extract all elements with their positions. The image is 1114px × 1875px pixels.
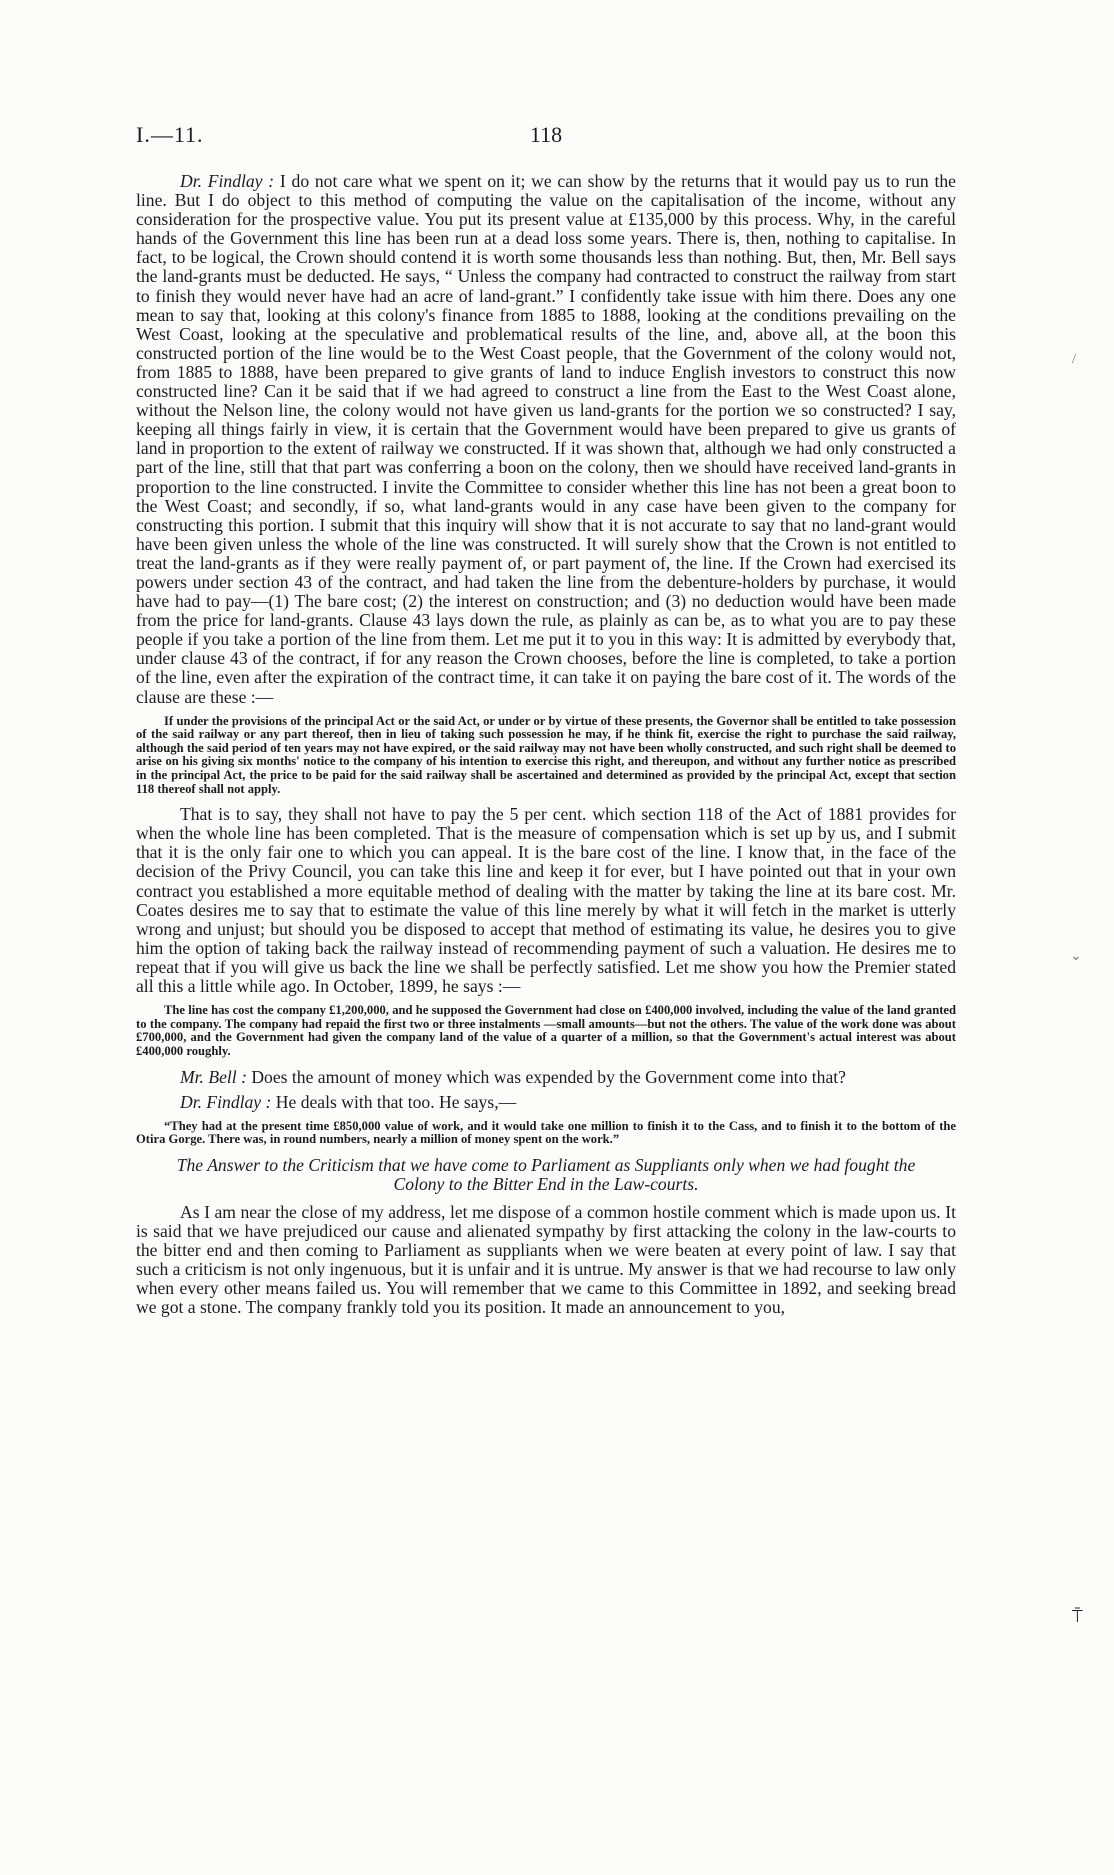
quote-premier-statement: The line has cost the company £1,200,000, and he supposed the Government had close on £400,000 involved, including the value of the land granted to the company. The company had repaid the first two or three instalments —small amounts—but not the others. The value of the work done was about £700,000, and the Government had given the company land of the value of a quarter of a million, so that the Government's actual interest was about £400,000 roughly.	[136, 1003, 956, 1058]
quote-work-value: “They had at the present time £850,000 value of work, and it would take one million to finish it to the Cass, and to finish it to the bottom of the Otira Gorge. There was, in round numbers, nearly a million of money spent on the work.”	[136, 1118, 956, 1147]
paragraph-text: I do not care what we spent on it; we can show by the returns that it would pay us to run the line. But I do object to this method of computing the value on the capitalisation of the income, without any consideration for the prospective value. You put its present value at £135,000 by this process. Why, in the careful hands of the Government this line has been run at a dead loss some years. There is, then, nothing to capitalise. In fact, to be logical, the Crown should contend it is worth some thousands less than nothing. But, then, Mr. Bell says the land-grants must be deducted. He says, “ Unless the company had contracted to construct the railway from start to finish they would never have had an acre of land-grant.” I confidently take issue with him there. Does any one mean to say that, looking at this colony's finance from 1885 to 1888, looking at the conditions prevailing on the West Coast, looking at the speculative and problematical results of the line, and, above all, at the boon this constructed portion of the line would be to the West Coast people, that the Government of the colony would not, from 1885 to 1888, have been prepared to give grants of land to induce English investors to construct this now constructed line? Can it be said that if we had agreed to construct a line from the East to the West Coast alone, without the Nelson line, the colony would not have given us land-grants for the portion we so constructed? I say, keeping all things fairly in view, it is certain that the Government would have been prepared to give us grants of land in proportion to the extent of railway we constructed. If it was shown that, although we had only constructed a part of the line, still that that part was conferring a boon on the colony, then we should have received land-grants in proportion to the line constructed. I invite the Committee to consider whether this line has not been a great boon to the West Coast; and secondly, if so, what land-grants would in any case have been given to the company for constructing this portion. I submit that this inquiry will show that it is not accurate to say that no land-grant would have been given unless the whole of the line was constructed. It will surely show that the Crown is not entitled to treat the land-grants as if they were really payment of, or part payment of, the line. If the Crown had exercised its powers under section 43 of the contract, and had taken the line from the debenture-holders by purchase, it would have had to pay—(1) The bare cost; (2) the interest on construction; and (3) no deduction would have been made from the price for land-grants. Clause 43 lays down the rule, as plainly as can be, as to what you are to pay these people if you take a portion of the line from them. Let me put it to you in this way: It is admitted by everybody that, under clause 43 of the contract, if for any reason the Crown chooses, before the line is completed, to take a portion of the line, even after the expiration of the contract time, it can take it on paying the bare cost of it. The words of the clause are these :—	[136, 171, 956, 707]
paragraph-findlay-reply	[136, 1093, 956, 1112]
paragraph-closing-address: As I am near the close of my address, let me dispose of a common hostile comment which is made upon us. It is said that we have prejudiced our cause and alienated sympathy by first attacking the colony in the law-courts to the bitter end and then coming to Parliament as suppliants when we were beaten at every point of law. I say that such a criticism is not only ingenuous, but it is unfair and it is untrue. My answer is that we had recourse to law only when every other means failed us. You will remember that we came to this Committee in 1892, and seeking bread we got a stone. The company frankly told you its position. It made an announcement to you,	[136, 1201, 956, 1318]
speaker-label: Dr. Findlay :	[180, 171, 275, 191]
paragraph-text: He deals with that too. He says,—	[271, 1091, 517, 1112]
quote-contract-clause: If under the provisions of the principal Act or the said Act, or under or by virtue of these presents, the Governor shall be entitled to take possession of the said railway or any part thereof, then in lieu of taking such possession he may, if he think fit, exercise the right to purchase the said railway, although the said period of ten years may not have expired, or the said railway may not have been wholly constructed, and such right shall be deemed to arise on his giving six months' notice to the company of his intention to exercise this right, and thereupon, and without any further notice as prescribed in the principal Act, the price to be paid for the said railway shall be ascertained and determined as provided by the principal Act, except that section 118 thereof shall not apply.	[136, 713, 956, 796]
speaker-label: Mr. Bell :	[180, 1066, 247, 1087]
paper-reference: I.—11.	[136, 122, 204, 147]
paragraph-bell-question	[136, 1068, 956, 1087]
paragraph-findlay-argument	[136, 172, 956, 707]
paragraph-compensation: That is to say, they shall not have to pay the 5 per cent. which section 118 of the Act of 1881 provides for when the whole line has been completed. That is the measure of compensation which is set up by us, and I submit that it is the only fair one to which you can appeal. It is the bare cost of the line. I know that, in the face of the decision of the Privy Council, you can take this line and keep it for ever, but I have pointed out that in your own contract you established a more equitable method of dealing with the matter by taking the line at its bare cost. Mr. Coates desires me to say that to estimate the value of this line merely by what it will fetch in the market is utterly wrong and unjust; but should you be disposed to accept that method of estimating its value, he desires you to give him the option of taking back the railway instead of recommending payment of such a valuation. He desires me to repeat that if you will give us back the line we shall be perfectly satisfied. Let me show you how the Premier stated all this a little while ago. In October, 1899, he says :—	[136, 804, 956, 997]
margin-mark: /	[1072, 352, 1076, 367]
section-heading: The Answer to the Criticism that we have come to Parliament as Suppliants only when we had fought the Colony to the Bitter End in the Law-courts.	[176, 1154, 916, 1194]
margin-mark: ⍑	[1072, 1606, 1083, 1626]
margin-mark: ⌄	[1070, 949, 1082, 964]
paragraph-text: Does the amount of money which was expended by the Government come into that?	[246, 1066, 846, 1087]
page-header	[136, 122, 956, 152]
document-body	[136, 172, 956, 1317]
speaker-label: Dr. Findlay :	[180, 1091, 272, 1112]
page-number: 118	[529, 122, 563, 147]
